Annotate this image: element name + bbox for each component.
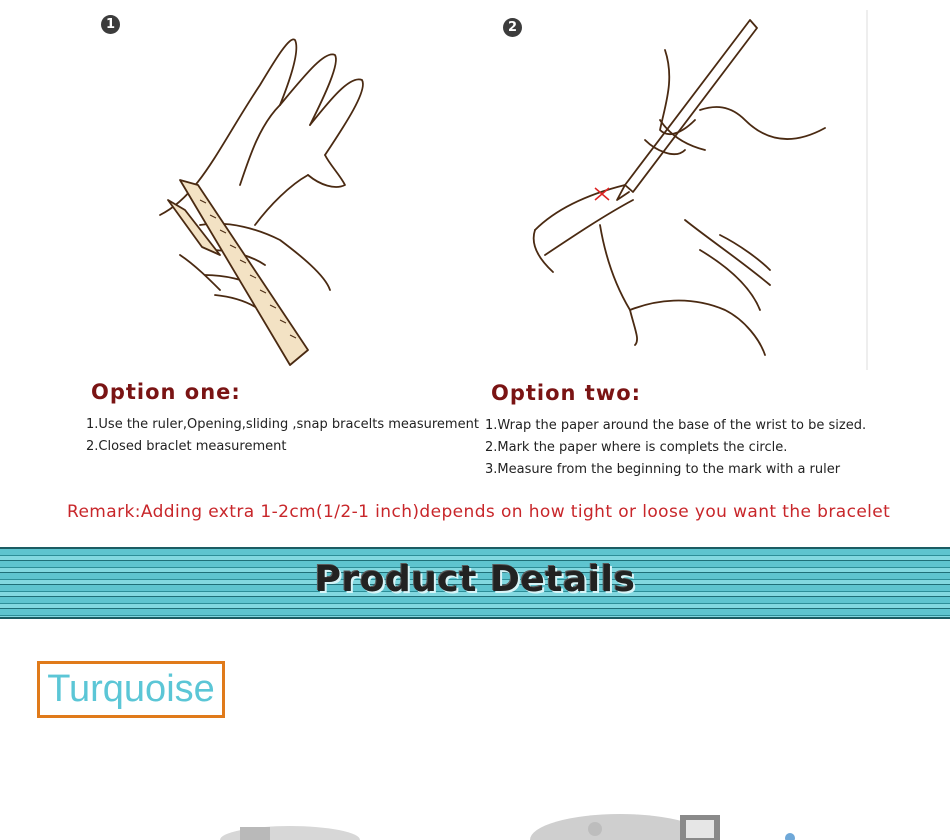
- option-two-title: Option two:: [491, 381, 642, 405]
- option-one-section: [91, 380, 241, 404]
- paper-measurement-illustration: [525, 10, 870, 370]
- bracelet-product-image: [200, 805, 820, 840]
- option-one-step: 2.Closed braclet measurement: [86, 439, 287, 454]
- option-two-section: [491, 381, 641, 405]
- step-two-number: 2: [507, 20, 518, 35]
- option-one-title: Option one:: [91, 380, 241, 404]
- banner-title: Product Details: [314, 559, 636, 600]
- step-one-badge: [101, 15, 120, 34]
- ruler-measurement-illustration: [140, 25, 370, 370]
- option-one-steps: [86, 414, 479, 458]
- option-two-step: 2.Mark the paper where is complets the circle.: [485, 440, 788, 455]
- step-two-badge: [503, 18, 522, 37]
- product-details-banner: [0, 547, 950, 619]
- option-two-steps: [485, 415, 866, 481]
- option-one-step: 1.Use the ruler,Opening,sliding ,snap bracelts measurement: [86, 417, 479, 432]
- sizing-remark: Remark:Adding extra 1-2cm(1/2-1 inch)depends on how tight or loose you want the bracelet: [67, 502, 891, 522]
- product-color-label: [37, 661, 225, 718]
- product-color-text: Turquoise: [47, 668, 215, 710]
- option-two-step: 3.Measure from the beginning to the mark with a ruler: [485, 462, 841, 477]
- option-two-step: 1.Wrap the paper around the base of the wrist to be sized.: [485, 418, 867, 433]
- step-one-number: 1: [105, 17, 116, 32]
